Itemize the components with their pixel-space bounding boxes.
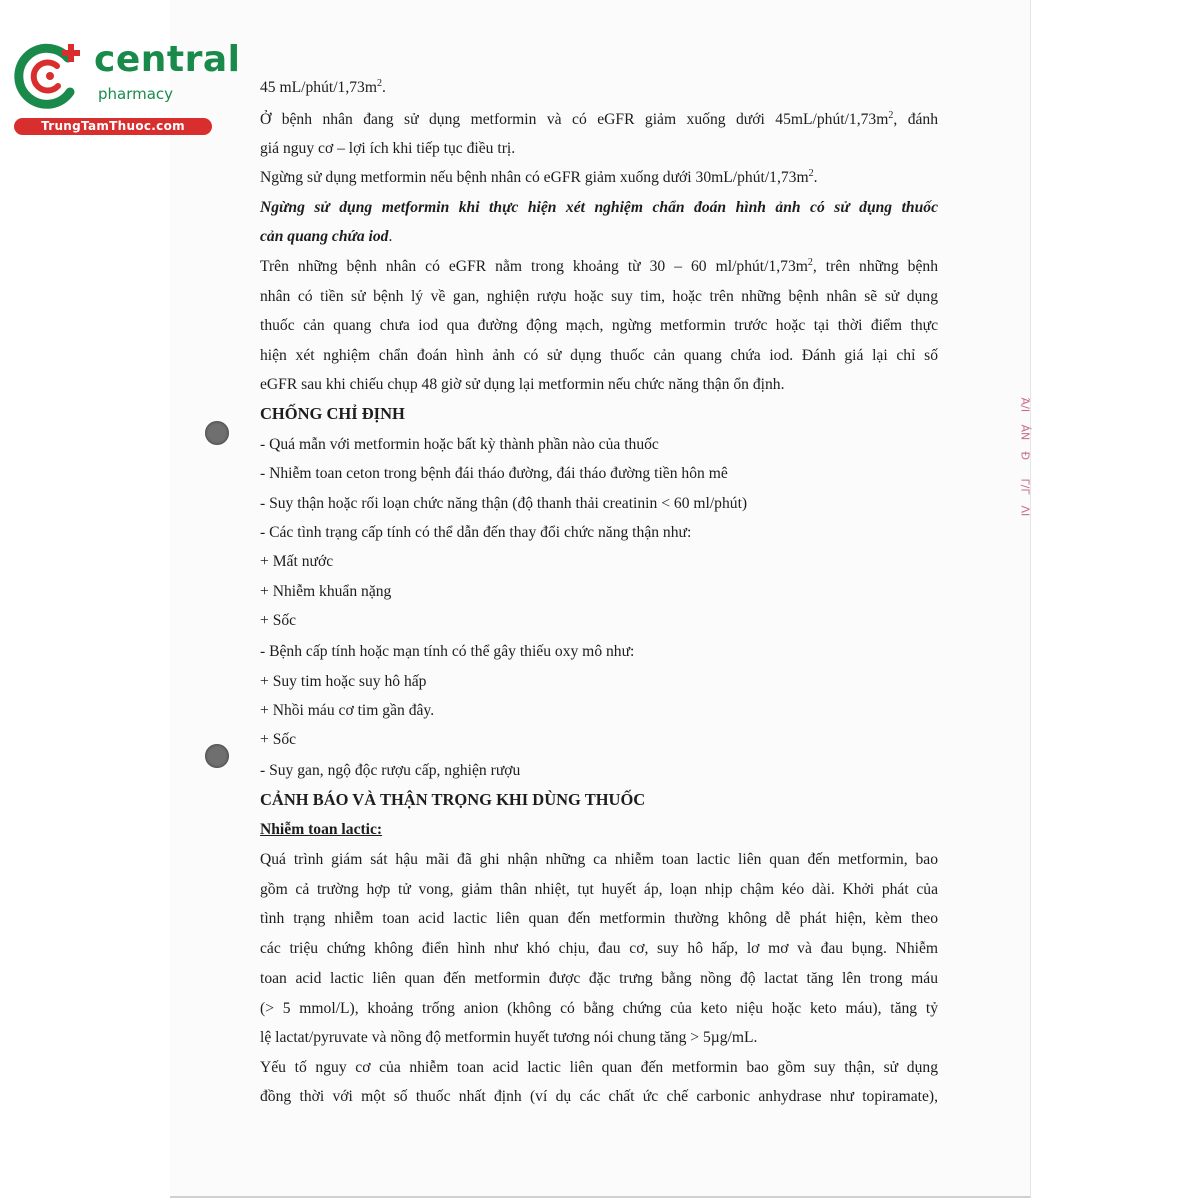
text-line: eGFR sau khi chiếu chụp 48 giờ sử dụng lại metformin nếu chức năng thận ổn định. (260, 376, 785, 393)
list-item: - Suy gan, ngộ độc rượu cấp, nghiện rượu (260, 762, 521, 779)
stamp-mark: Ά/Ι (1018, 397, 1032, 413)
bold-italic-line: Ngừng sử dụng metformin khi thực hiện xét nghiệm chẩn đoán hình ảnh có sử dụng thuốc (260, 199, 938, 216)
list-item: - Bệnh cấp tính hoặc mạn tính có thể gây thiếu oxy mô như: (260, 643, 635, 660)
text-line: Quá trình giám sát hậu mãi đã ghi nhận những ca nhiễm toan lactic liên quan đến metformin, bao (260, 851, 938, 868)
text-line: đồng thời với một số thuốc nhất định (ví dụ các chất ức chế carbonic anhydrase như topiramate), (260, 1088, 938, 1105)
margin-stamp (1014, 397, 1036, 552)
pharmacy-logo[interactable] (8, 36, 241, 136)
text-line: Ở bệnh nhân đang sử dụng metformin và có eGFR giảm xuống dưới $45mL/phút/1,73m^2$, đánh (260, 110, 939, 128)
text-line: toan acid lactic liên quan đến metformin được đặc trưng bằng nồng độ lactat tăng lên trong máu (260, 970, 938, 987)
list-item: + Suy tim hoặc suy hô hấp (260, 673, 427, 690)
text-line: Ngừng sử dụng metformin nếu bệnh nhân có eGFR giảm xuống dưới $30mL/phút/1,73m^2$. (260, 168, 818, 186)
list-item: + Nhồi máu cơ tim gần đây. (260, 702, 435, 719)
list-item: + Sốc (260, 731, 297, 748)
logo-url-badge[interactable]: TrungTamThuoc.com (14, 118, 212, 135)
list-item: - Quá mẫn với metformin hoặc bất kỳ thành phần nào của thuốc (260, 436, 659, 453)
punch-hole (205, 421, 229, 445)
section-heading: CẢNH BÁO VÀ THẬN TRỌNG KHI DÙNG THUỐC (260, 790, 646, 809)
logo-name: central (94, 39, 241, 80)
text-line: các triệu chứng không điển hình như khó chịu, đau cơ, suy hô hấp, lơ mơ và đau bụng. Nhiễm (260, 940, 938, 957)
text-line: tình trạng nhiễm toan acid lactic liên quan đến metformin thường không dễ phát hiện, kèm theo (260, 910, 938, 927)
text-line: giá nguy cơ – lợi ích khi tiếp tục điều trị. (260, 140, 516, 157)
text-line: Yếu tố nguy cơ của nhiễm toan acid lactic liên quan đến metformin bao gồm suy thận, sử dụng (260, 1059, 938, 1076)
list-item: - Suy thận hoặc rối loạn chức năng thận (độ thanh thải creatinin < 60 ml/phút) (260, 495, 748, 512)
stamp-mark: ΛΙ (1018, 505, 1032, 517)
text-line: 45 $mL/phút/1,73m^2$. (260, 78, 386, 96)
stamp-mark: Γ/Γ (1018, 478, 1032, 495)
text-line: gồm cả trường hợp tử vong, giảm thân nhiệt, tụt huyết áp, loạn nhịp chậm kéo dài. Khởi phát của (260, 881, 938, 898)
punch-hole (205, 744, 229, 768)
logo-c-cross-icon (10, 36, 88, 114)
text-line: lệ lactat/pyruvate và nồng độ metformin huyết tương nói chung tăng > 5µg/mL. (260, 1029, 758, 1046)
logo-subtitle: pharmacy (98, 85, 174, 103)
list-item: + Nhiễm khuẩn nặng (260, 583, 392, 600)
list-item: + Sốc (260, 612, 297, 629)
bold-italic-line: cản quang chứa iod. (260, 228, 393, 245)
text-line: Trên những bệnh nhân có eGFR nằm trong khoảng từ 30 – 60 $ml/phút/1,73m^2$, trên những bệnh (260, 257, 938, 275)
stamp-mark: ÁN (1018, 424, 1032, 441)
text-line: hiện xét nghiệm chẩn đoán hình ảnh có sử dụng thuốc cản quang chứa iod. Đánh giá lại chỉ số (260, 347, 938, 364)
section-heading: CHỐNG CHỈ ĐỊNH (260, 404, 405, 423)
stamp-mark: Đ (1018, 451, 1032, 461)
list-item: - Các tình trạng cấp tính có thể dẫn đến thay đổi chức năng thận như: (260, 524, 692, 541)
list-item: + Mất nước (260, 553, 334, 570)
text-line: nhân có tiền sử bệnh lý về gan, nghiện rượu hoặc suy tim, hoặc trên những bệnh nhân sẽ sử dụng (260, 288, 938, 305)
subsection-heading: Nhiễm toan lactic: (260, 821, 383, 838)
text-line: (> 5 mmol/L), khoảng trống anion (không có bằng chứng của keto niệu hoặc keto máu), tăng tỷ (260, 1000, 938, 1017)
text-line: thuốc cản quang chưa iod qua đường động mạch, ngừng metformin trước hoặc tại thời điểm thực (260, 317, 938, 334)
list-item: - Nhiễm toan ceton trong bệnh đái tháo đường, đái tháo đường tiền hôn mê (260, 465, 728, 482)
